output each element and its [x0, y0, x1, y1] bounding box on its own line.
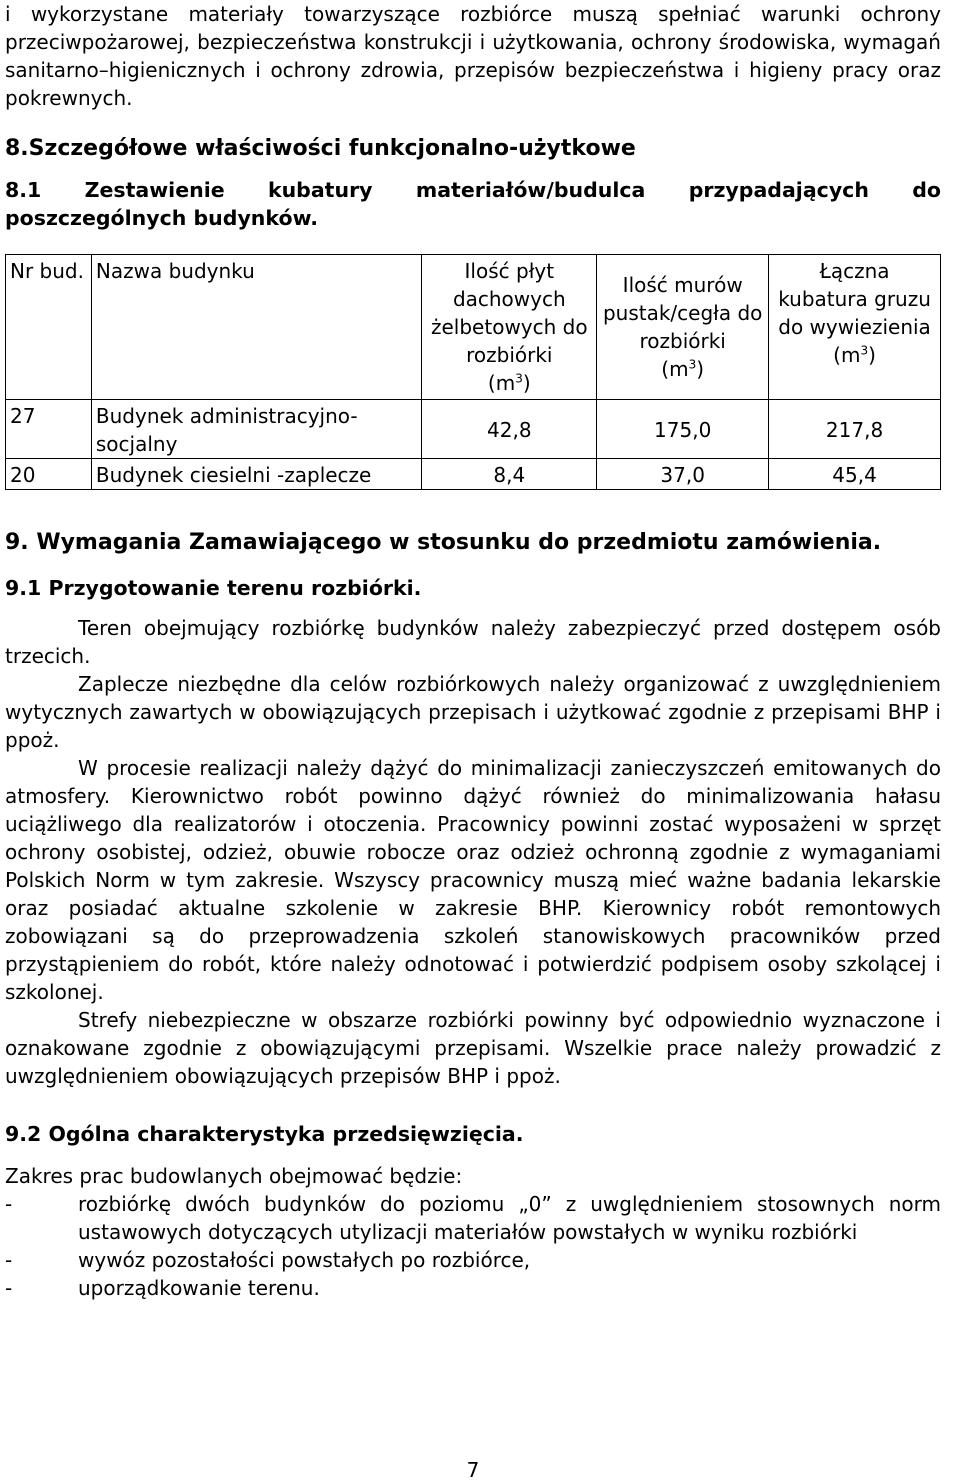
- cell-laczna: 217,8: [769, 400, 941, 459]
- list-item: - uporządkowanie terenu.: [5, 1276, 320, 1300]
- header-mury: Ilość murów pustak/cegła do rozbiórki $(m^3)$: [597, 255, 769, 400]
- list-item: - wywóz pozostałości powstałych po rozbiórce,: [5, 1248, 531, 1272]
- paragraph: Teren obejmujący rozbiórkę budynków należy zabezpieczyć przed dostępem osób trzecich.: [5, 616, 941, 668]
- cell-mury: 37,0: [597, 459, 769, 490]
- intro-paragraph: i wykorzystane materiały towarzyszące rozbiórce muszą spełniać warunki ochrony przeciwpożarowej, bezpieczeństwa konstrukcji i użytkowania, ochrony środowiska, wymagań sanitarno–higienicznych i ochrony zdrowia, przepisów bezpieczeństwa i higieny pracy oraz pokrewnych.: [5, 2, 941, 110]
- paragraph: Zaplecze niezbędne dla celów rozbiórkowych należy organizować z uwzględnieniem wytycznych zawartych w obowiązujących przepisach i użytkować zgodnie z przepisami BHP i ppoż.: [5, 672, 941, 752]
- header-laczna: Łączna kubatura gruzu do wywiezienia $(m^3)$: [769, 255, 941, 400]
- table-row: [6, 459, 941, 490]
- paragraph: W procesie realizacji należy dążyć do minimalizacji zanieczyszczeń emitowanych do atmosfery. Kierownictwo robót powinno dążyć również do minimalizowania hałasu uciążliwego dla realizatorów i otoczenia. Pracownicy powinni zostać wyposażeni w sprzęt ochrony osobistej, odzież, obuwie robocze oraz odzież ochronną zgodnie z wymaganiami Polskich Norm w tym zakresie. Wszyscy pracownicy muszą mieć ważne badania lekarskie oraz posiadać aktualne szkolenie w zakresie BHP. Kierownicy robót remontowych zobowiązani są do przeprowadzenia szkoleń stanowiskowych pracowników przed przystąpieniem do robót, które należy odnotować i potwierdzić podpisem osoby szkolącej i szkolonej.: [5, 756, 941, 1004]
- dash-bullet: -: [5, 1248, 13, 1272]
- scope-intro: Zakres prac budowlanych obejmować będzie:: [5, 1164, 463, 1188]
- header-nr: Nr bud.: [6, 255, 92, 400]
- list-item: - rozbiórkę dwóch budynków do poziomu „0” z uwględnieniem stosownych norm ustawowych dotyczących utylizacji materiałów powstałych w wyniku rozbiórki: [5, 1192, 941, 1244]
- section-9-2-heading: 9.2 Ogólna charakterystyka przedsięwzięcia.: [5, 1122, 524, 1146]
- cell-nr: 20: [6, 459, 92, 490]
- cell-name: Budynek administracyjno-socjalny: [91, 400, 421, 459]
- header-name: Nazwa budynku: [91, 255, 421, 400]
- dash-bullet: -: [5, 1192, 13, 1216]
- cell-mury: 175,0: [597, 400, 769, 459]
- header-plyty: Ilość płyt dachowych żelbetowych do rozbiórki $(m^3)$: [422, 255, 597, 400]
- section-9-heading: 9. Wymagania Zamawiającego w stosunku do przedmiotu zamówienia.: [5, 530, 882, 555]
- scope-list: [5, 1190, 941, 1302]
- table-header-row: [6, 255, 941, 400]
- cell-plyty: 42,8: [422, 400, 597, 459]
- section-9-1-heading: 9.1 Przygotowanie terenu rozbiórki.: [5, 576, 422, 600]
- section-8-heading: 8.Szczegółowe właściwości funkcjonalno-użytkowe: [5, 136, 636, 161]
- document-page: [5, 0, 941, 1302]
- cell-plyty: 8,4: [422, 459, 597, 490]
- section-8-1-heading: 8.1 Zestawienie kubatury materiałów/budulca przypadających do poszczególnych budynków.: [5, 178, 941, 230]
- cell-name: Budynek ciesielni -zaplecze: [91, 459, 421, 490]
- cell-nr: 27: [6, 400, 92, 459]
- volume-table: [5, 254, 941, 490]
- dash-bullet: -: [5, 1276, 13, 1300]
- paragraph: Strefy niebezpieczne w obszarze rozbiórki powinny być odpowiednio wyznaczone i oznakowane zgodnie z obowiązującymi przepisami. Wszelkie prace należy prowadzić z uwzględnieniem obowiązujących przepisów BHP i ppoż.: [5, 1008, 941, 1088]
- page-number: 7: [466, 1458, 480, 1482]
- table-row: [6, 400, 941, 459]
- cell-laczna: 45,4: [769, 459, 941, 490]
